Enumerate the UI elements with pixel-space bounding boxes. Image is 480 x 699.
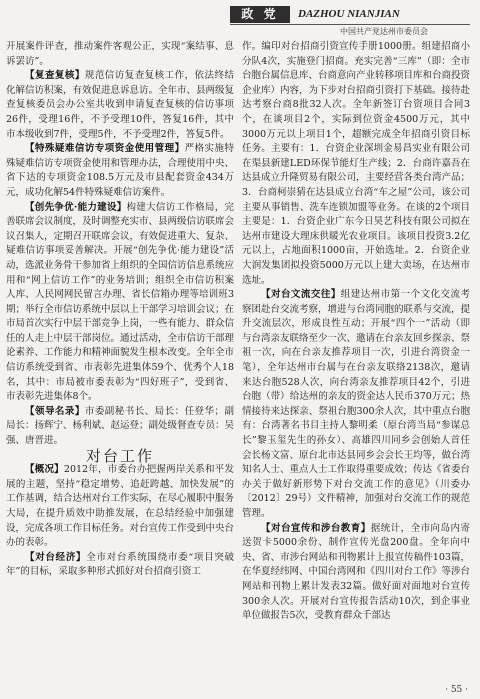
paragraph-heading: 【特殊疑难信访专项资金使用管理】 xyxy=(25,143,185,155)
paragraph-text: 开展案件评查，推动案件客观公正，实现“案结事、息诉罢访”。 xyxy=(6,41,234,67)
paragraph xyxy=(6,551,234,580)
paragraph-text: 组建达州市第一个文化交流考察团赴台交流考察，增进与台湾同胞的联系与交流，提升交流层次，形成良性互动；开展“四个一”活动（即与台湾亲友联络至少一次、邀请在台亲友回乡探亲、祭祖一次，向在台亲友推荐项目一次，引进台湾资金一笔），全年达州市台属与在台亲友联络2138次，邀请来达台胞528人次，向台湾亲友推荐项目42个，引进台胞（带）给达州的亲友的资金达人民币370万元；热情接待来达探亲、祭祖台胞300余人次，其中重点台胞有：台湾著名书目主持人黎明柔（原台湾当局“参谋总长”黎玉玺先生的孙女）、高雄四川同乡会创始人首任会长杨文富、原台北市达县同乡会会长王均等，做台湾知名人士、重点人士工作取得重要成效；传达《省委台办关于做好新形势下对台交流工作的意见》（川委办〔2012〕29号）文件精神，加强对台交流工作的规范管理。 xyxy=(242,289,471,519)
paragraph-heading: 【领导名录】 xyxy=(25,405,85,417)
section-tag: 政 党 xyxy=(230,6,290,23)
paragraph xyxy=(242,40,470,288)
paragraph-heading: 【对台宣传和涉台教育】 xyxy=(261,522,371,534)
paragraph-text: 市委副秘书长、局长：任登华；副局长：扬辉宁、杨利斌、赵运登；副处级督查专员：吴强、唐晋进。 xyxy=(6,405,235,447)
paragraph-text: 严格实施特殊疑难信访专项资金使用和管理办法，合理使用中央、省下达的专项资金108.5万元及市县配套资金434万元，成功化解54件特殊疑难信访案件。 xyxy=(6,143,235,198)
paragraph xyxy=(242,522,470,624)
right-column xyxy=(242,40,470,624)
paragraph-text: 2012年，市委台办把握两岸关系和平发展的主题，坚持“稳定增势、追赶跨越、加快发展”的工作基调，结合达州对台工作实际，在尽心履职中服务大局，在提升质效中助推发展，在总结经验中加强建设，完成各项工作目标任务。对台宣传工作受到中央台办的表彰。 xyxy=(6,464,235,549)
paragraph-heading: 【概况】 xyxy=(25,464,64,476)
paragraph-heading: 【对台经济】 xyxy=(25,551,87,563)
paragraph-text: 规范信访复查复核工作，依法终结化解信访积案，有效促进息诉息访。全年市、县两级复查复核委员会办公室共收到申请复查复核的信访事项26件，受理16件，不予受理10件，答复16件，其中市本级收到7件，受理5件，不予受理2件，答复5件。 xyxy=(6,70,235,140)
section-title: 对台工作 xyxy=(85,446,154,465)
paragraph xyxy=(6,201,234,405)
paragraph xyxy=(6,40,234,69)
paragraph-text: 全市对台系统围绕市委“项目突破年”的目标，采取多种形式抓好对台招商引资工 xyxy=(6,551,234,578)
header-rule xyxy=(230,24,470,25)
page-header xyxy=(0,0,480,40)
paragraph-heading: 【创先争优·能力建设】 xyxy=(25,201,127,213)
paragraph-heading: 【复查复核】 xyxy=(25,70,85,82)
journal-title-en: DAZHOU NIANJIAN xyxy=(298,8,400,20)
page-number: · 55 · xyxy=(445,685,468,695)
left-column xyxy=(6,40,234,580)
paragraph xyxy=(242,288,470,522)
paragraph xyxy=(6,463,234,551)
paragraph-heading: 【对台文流交往】 xyxy=(261,289,341,301)
paragraph-text: 构建大信访工作格局，完善联席会议制度，及时调整充实市、县两级信访联席会议召集人，定期召开联席会议，有效促进重大、复杂、疑难信访事项妥善解决。开展“创先争优·能力建设”活动，选派业务骨干参加省上组织的全国信访信息系统应用和“网上信访工作”的业务培训；组织全市信访积案人库、人民网网民留言办理、省长信箱办理等培训班3期；举行全市信访系统中层以上干部学习培训会议；在市局首次实行中层干部竞争上岗，一些有能力、群众信任的人走上中层干部岗位。通过活动，全市信访干部理论素养、工作能力和精神面貌发生根本改变。全年全市信访系统受到省、市表彰先进集体59个、优秀个人18名，其中：市局被市委表彰为“四好班子”，受到省、市表彰先进集体8个。 xyxy=(6,201,235,403)
paragraph xyxy=(6,69,234,142)
organization-name: 中国共产党达州市委员会 xyxy=(340,27,428,36)
paragraph-text: 作。编印对台招商引资宣传手册1000册。组建招商小分队4次，实施登门招商。充实完善“三库”（即：全市台胞台属信息库、台商意向产业转移项目库和台商投资企业库）内容，为下步对台招商引资打下基础。接待赴达考察台商8批32人次。全年新签订台资项目合同3个，在谈项目2个，实际到位资金4500万元，其中3000万元以上项目1个，超额完成全年招商引资目标任务。主要有：1．台资企业深圳金易昌实业有限公司在渠县新建LED环保节能灯生产线；2．台商许嘉吾在达县成立升隆贸易有限公司，主要经营各类台湾产品；3．台商柯崇猜在达县成立台湾“车之屋”公司，该公司主要从事销售、洗车连锁加盟等业务。在谈的2个项目主要是：1．台资企业广东今日昊艺科技有限公司拟在达州市建设大理床供暖光农业项目。该项目投资3.2亿元以上，占地面积1000亩，开始选址。2．台资企业大润发集团拟投资5000万元以上建大卖场，在达州市选址。 xyxy=(242,41,471,286)
paragraph-text: 据统计，全市向岛内寄送贺卡5000余份、制作宣传光盘200盘。全年向中央、省、市涉台网站和刊物累计上报宣传稿件103篇，在华夏经纬网、中国台湾网和《四川对台工作》等涉台网站和刊物上累计发表32篇。做好面对面地对台宣传300余人次。开展对台宣传报告活动10次，到企事业单位做报告5次，受教育群众千部达 xyxy=(242,522,471,622)
paragraph xyxy=(6,405,234,449)
paragraph xyxy=(6,142,234,200)
